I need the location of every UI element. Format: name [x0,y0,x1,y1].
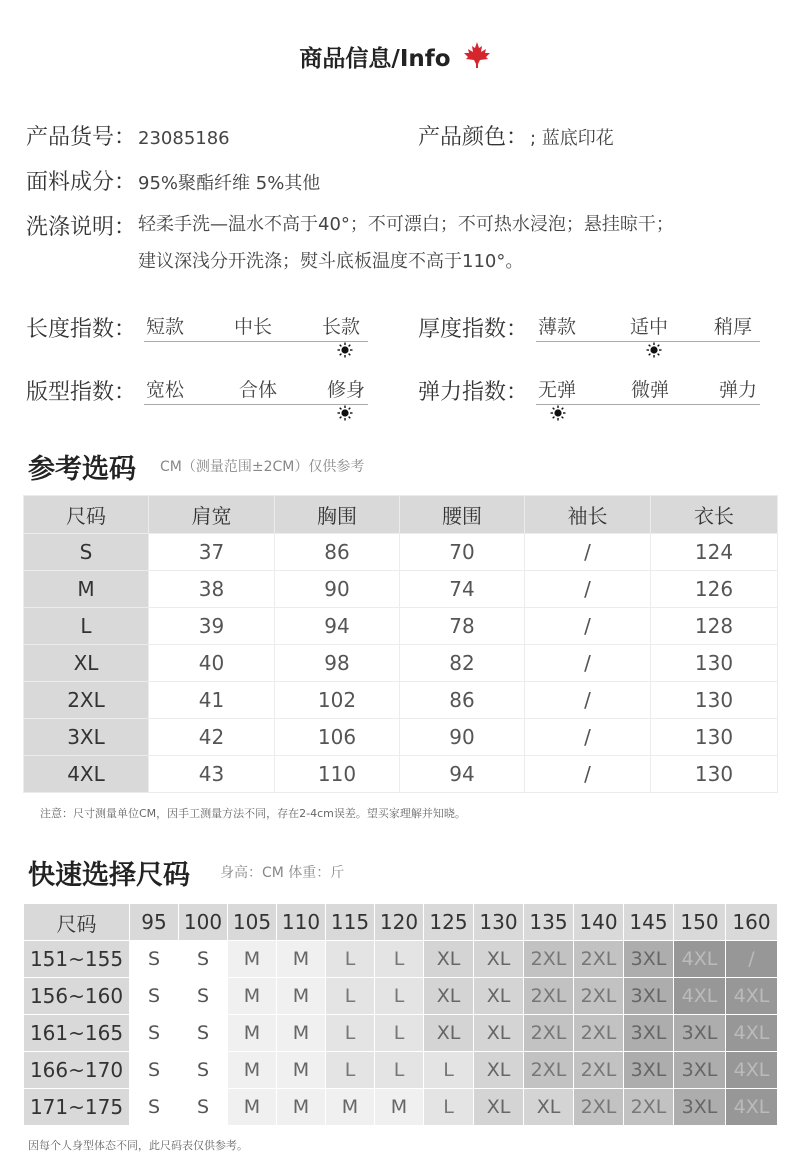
quick-size-cell: 3XL [674,1089,726,1126]
item-no-row [26,120,230,151]
quick-size-cell: 3XL [624,978,674,1015]
quick-size-cell: L [424,1089,474,1126]
fabric-label: 面料成分： [26,170,137,195]
quick-size-cell: 3XL [624,941,674,978]
quick-height-label: 171~175 [24,1089,130,1126]
quick-size-cell: M [228,978,277,1015]
quick-row [24,1052,778,1089]
quick-size-cell: 4XL [726,1052,778,1089]
reference-note: 注意：尺寸测量单位CM，因手工测量方法不同，存在2-4cm误差。望买家理解并知晓。 [40,807,466,820]
quick-size-cell: 4XL [726,1089,778,1126]
quick-header-weight: 130 [474,904,524,941]
info-title: 商品信息/Info [299,46,451,72]
quick-size-cell: L [375,941,424,978]
quick-size-cell: S [130,1015,179,1052]
quick-size-cell: M [277,941,326,978]
color-value: ; 蓝底印花 [530,128,614,149]
quick-size-cell: 3XL [674,1052,726,1089]
quick-size-cell: M [228,1015,277,1052]
reference-cell: 110 [275,756,400,793]
elastic-scale-track [536,375,760,405]
reference-cell: 98 [275,645,400,682]
reference-cell: 82 [400,645,525,682]
wash-line-2: 建议深浅分开洗涤；熨斗底板温度不高于110°。 [138,251,524,272]
quick-row [24,941,778,978]
elastic-option-stretch: 弹力 [719,379,758,401]
length-scale-label: 长度指数： [26,317,137,342]
quick-size-cell: XL [424,1015,474,1052]
reference-header-cell: 腰围 [400,496,525,534]
fit-scale-label: 版型指数： [26,380,137,405]
item-no-label: 产品货号： [26,125,137,150]
thickness-option-thin: 薄款 [538,316,577,338]
selected-marker-icon [337,405,353,421]
wash-line-1: 轻柔手洗—温水不高于40°；不可漂白；不可热水浸泡；悬挂晾干； [138,214,674,235]
reference-cell: 39 [149,608,275,645]
fit-scale-track [144,375,368,405]
quick-size-cell: 3XL [624,1015,674,1052]
quick-size-cell: S [179,978,228,1015]
fabric-value: 95%聚酯纤维 5%其他 [138,173,321,194]
reference-cell: / [525,682,651,719]
fit-option-slim: 修身 [327,379,366,401]
fabric-row [26,165,320,196]
quick-size-cell: XL [474,1089,524,1126]
quick-size-cell: L [326,1015,375,1052]
quick-header-weight: 100 [179,904,228,941]
quick-size-cell: M [228,1052,277,1089]
quick-header-weight: 110 [277,904,326,941]
quick-size-cell: 4XL [674,941,726,978]
reference-size-label: M [24,571,149,608]
quick-size-cell: M [228,1089,277,1126]
quick-size-cell: 2XL [574,1052,624,1089]
reference-cell: / [525,608,651,645]
reference-cell: 37 [149,534,275,571]
reference-cell: / [525,756,651,793]
selected-marker-icon [550,405,566,421]
reference-cell: 42 [149,719,275,756]
color-row [418,120,614,151]
quick-size-cell: M [277,978,326,1015]
info-header [0,40,790,73]
quick-size-cell: S [130,978,179,1015]
quick-size-cell: XL [474,941,524,978]
elastic-option-none: 无弹 [538,379,577,401]
reference-cell: 130 [651,645,778,682]
quick-header-weight: 145 [624,904,674,941]
quick-row [24,1015,778,1052]
reference-cell: 78 [400,608,525,645]
reference-row [24,756,778,793]
quick-header-weight: 115 [326,904,375,941]
quick-size-cell: 2XL [574,1015,624,1052]
quick-size-cell: 4XL [726,978,778,1015]
fit-scale [26,375,376,425]
fit-option-regular: 合体 [239,379,278,401]
quick-size-cell: 2XL [624,1089,674,1126]
reference-cell: 86 [400,682,525,719]
reference-cell: 126 [651,571,778,608]
quick-size-cell: 2XL [524,941,574,978]
quick-header-weight: 150 [674,904,726,941]
quick-size-cell: L [424,1052,474,1089]
quick-header-weight: 135 [524,904,574,941]
reference-cell: 130 [651,719,778,756]
quick-header-weight: 140 [574,904,624,941]
quick-size-cell: M [277,1052,326,1089]
quick-size-cell: XL [524,1089,574,1126]
quick-size-cell: S [179,1015,228,1052]
quick-size-table [23,903,778,1126]
quick-size-cell: 4XL [726,1015,778,1052]
reference-header-cell: 衣长 [651,496,778,534]
reference-row [24,645,778,682]
quick-size-cell: S [130,1052,179,1089]
reference-size-label: 3XL [24,719,149,756]
reference-cell: 40 [149,645,275,682]
reference-cell: 74 [400,571,525,608]
reference-cell: 94 [400,756,525,793]
reference-row [24,608,778,645]
reference-cell: / [525,645,651,682]
quick-header-weight: 160 [726,904,778,941]
length-option-short: 短款 [146,316,185,338]
reference-title: 参考选码 [28,454,136,485]
quick-size-cell: M [326,1089,375,1126]
thickness-option-medium: 适中 [630,316,669,338]
quick-size-cell: 2XL [574,978,624,1015]
quick-size-cell: S [130,941,179,978]
reference-row [24,682,778,719]
quick-size-cell: 2XL [524,1052,574,1089]
quick-size-cell: 4XL [674,978,726,1015]
quick-size-cell: / [726,941,778,978]
quick-size-cell: M [277,1089,326,1126]
item-no-value: 23085186 [138,128,230,149]
elastic-scale [418,375,768,425]
reference-size-label: L [24,608,149,645]
reference-cell: 94 [275,608,400,645]
elastic-option-slight: 微弹 [631,379,670,401]
reference-row [24,719,778,756]
quick-size-cell: M [228,941,277,978]
reference-size-label: 4XL [24,756,149,793]
thickness-scale [418,312,768,362]
reference-header-cell: 肩宽 [149,496,275,534]
quick-size-cell: L [375,1052,424,1089]
reference-cell: 70 [400,534,525,571]
quick-row [24,1089,778,1126]
selected-marker-icon [646,342,662,358]
quick-size-cell: 2XL [574,941,624,978]
reference-cell: 38 [149,571,275,608]
quick-size-cell: S [179,1052,228,1089]
reference-cell: / [525,534,651,571]
quick-size-cell: 3XL [674,1015,726,1052]
reference-subtitle: CM（测量范围±2CM）仅供参考 [160,459,365,475]
quick-size-cell: M [277,1015,326,1052]
quick-size-cell: XL [474,978,524,1015]
quick-size-cell: 2XL [524,978,574,1015]
reference-cell: 102 [275,682,400,719]
reference-size-table [23,495,778,793]
reference-row [24,571,778,608]
reference-size-label: 2XL [24,682,149,719]
quick-height-label: 151~155 [24,941,130,978]
length-option-long: 长款 [322,316,361,338]
quick-size-cell: L [326,941,375,978]
quick-size-cell: XL [424,978,474,1015]
quick-note: 因每个人身型体态不同，此尺码表仅供参考。 [28,1139,248,1152]
reference-header-cell: 尺码 [24,496,149,534]
quick-row [24,978,778,1015]
reference-cell: 90 [400,719,525,756]
reference-header-cell: 袖长 [525,496,651,534]
reference-cell: / [525,571,651,608]
quick-size-cell: S [179,941,228,978]
wash-label: 洗涤说明： [26,215,137,240]
quick-header-weight: 120 [375,904,424,941]
reference-size-label: S [24,534,149,571]
thickness-option-thick: 稍厚 [714,316,753,338]
quick-header-weight: 125 [424,904,474,941]
reference-size-label: XL [24,645,149,682]
reference-cell: / [525,719,651,756]
quick-subtitle: 身高：CM 体重：斤 [220,865,345,881]
reference-cell: 90 [275,571,400,608]
reference-row [24,534,778,571]
color-label: 产品颜色： [418,125,529,150]
length-option-mid: 中长 [234,316,273,338]
thickness-scale-track [536,312,760,342]
quick-size-cell: S [130,1089,179,1126]
maple-leaf-icon [463,41,491,69]
fit-option-loose: 宽松 [146,379,185,401]
length-scale [26,312,376,362]
wash-row [26,210,674,280]
quick-size-cell: L [326,1052,375,1089]
quick-size-cell: 2XL [574,1089,624,1126]
quick-size-cell: XL [474,1015,524,1052]
reference-cell: 106 [275,719,400,756]
quick-header-weight: 95 [130,904,179,941]
reference-cell: 128 [651,608,778,645]
quick-header-weight: 105 [228,904,277,941]
reference-cell: 124 [651,534,778,571]
quick-size-cell: L [326,978,375,1015]
quick-size-cell: S [179,1089,228,1126]
reference-cell: 41 [149,682,275,719]
reference-cell: 130 [651,682,778,719]
quick-height-label: 161~165 [24,1015,130,1052]
reference-header-cell: 胸围 [275,496,400,534]
reference-cell: 86 [275,534,400,571]
elastic-scale-label: 弹力指数： [418,380,529,405]
quick-size-cell: 3XL [624,1052,674,1089]
selected-marker-icon [337,342,353,358]
quick-size-cell: L [375,978,424,1015]
quick-height-label: 156~160 [24,978,130,1015]
quick-header-size: 尺码 [24,904,130,941]
quick-height-label: 166~170 [24,1052,130,1089]
quick-title: 快速选择尺码 [28,860,190,891]
length-scale-track [144,312,368,342]
quick-size-cell: 2XL [524,1015,574,1052]
quick-size-cell: XL [424,941,474,978]
thickness-scale-label: 厚度指数： [418,317,529,342]
quick-size-cell: XL [474,1052,524,1089]
quick-size-cell: M [375,1089,424,1126]
reference-cell: 130 [651,756,778,793]
quick-size-cell: L [375,1015,424,1052]
reference-cell: 43 [149,756,275,793]
